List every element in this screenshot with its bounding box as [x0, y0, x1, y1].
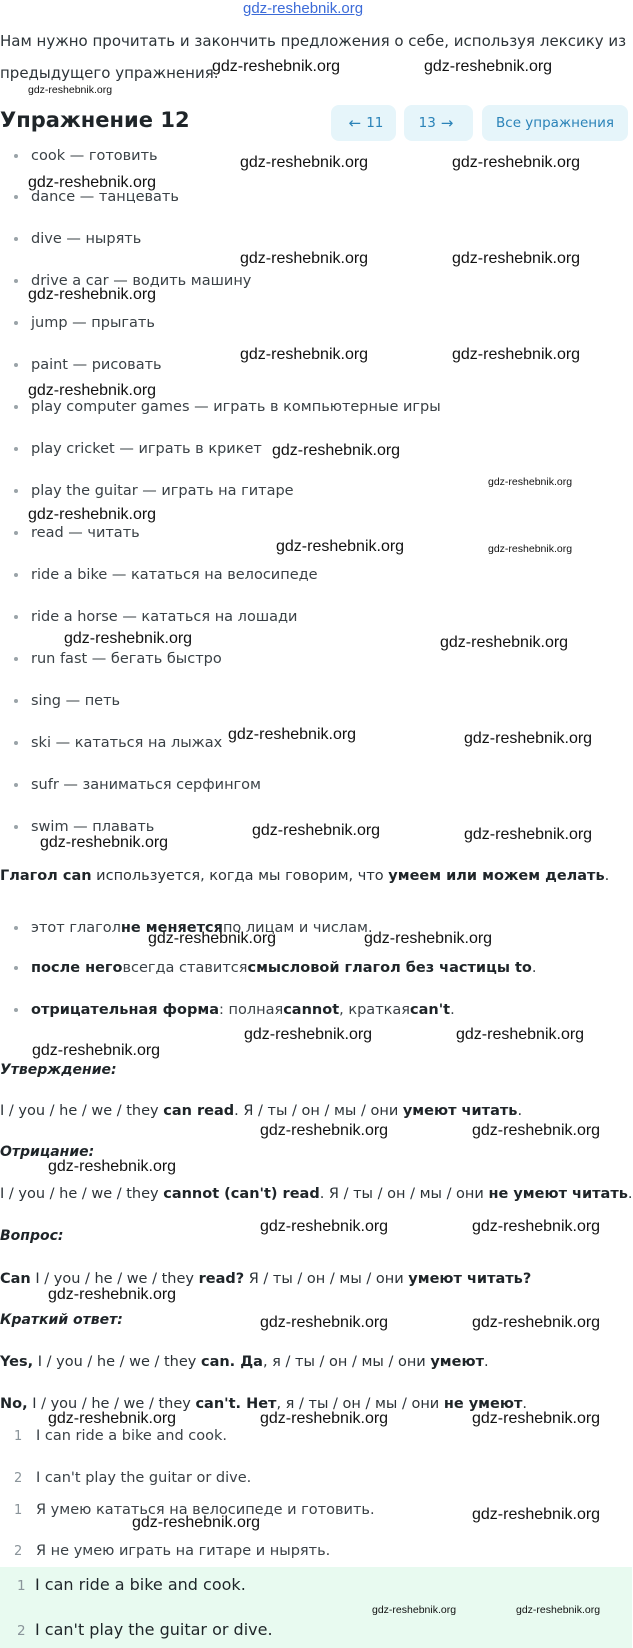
- prev-exercise-label: 11: [366, 115, 384, 131]
- list-item: [14, 231, 141, 247]
- watermark: gdz-reshebnik.org: [64, 630, 193, 647]
- watermark: gdz-reshebnik.org: [212, 58, 341, 75]
- vocab-text: paint — рисовать: [31, 357, 162, 373]
- watermark: gdz-reshebnik.org: [440, 634, 569, 651]
- watermark: gdz-reshebnik.org: [464, 730, 593, 747]
- list-item: [14, 735, 222, 751]
- watermark: gdz-reshebnik.org: [48, 1158, 177, 1175]
- grammar-bullet: отрицательная форма : полная cannot , краткая can't .: [14, 1002, 455, 1018]
- watermark: gdz-reshebnik.org: [228, 726, 357, 743]
- vocab-text: dance — танцевать: [31, 189, 179, 205]
- bullet-icon: [14, 447, 18, 451]
- watermark: gdz-reshebnik.org: [364, 930, 493, 947]
- bullet-icon: [14, 657, 18, 661]
- watermark: gdz-reshebnik.org: [452, 346, 581, 363]
- answer-line: 2 I can't play the guitar or dive.: [17, 1620, 273, 1639]
- bullet-icon: [14, 405, 18, 409]
- watermark: gdz-reshebnik.org: [516, 1604, 601, 1616]
- negative-label: Отрицание:: [0, 1144, 95, 1160]
- vocab-text: run fast — бегать быстро: [31, 651, 222, 667]
- next-exercise-label: 13: [418, 115, 436, 131]
- watermark: gdz-reshebnik.org: [472, 1314, 601, 1331]
- next-exercise-button[interactable]: [404, 105, 473, 141]
- watermark: gdz-reshebnik.org: [472, 1506, 601, 1523]
- watermark: gdz-reshebnik.org: [472, 1218, 601, 1235]
- list-item: [14, 693, 120, 709]
- vocab-text: sufr — заниматься серфингом: [31, 777, 261, 793]
- english-sentence: 2 I can't play the guitar or dive.: [14, 1470, 252, 1486]
- vocab-text: play cricket — играть в крикет: [31, 441, 262, 457]
- watermark: gdz-reshebnik.org: [244, 1026, 373, 1043]
- watermark: gdz-reshebnik.org: [240, 346, 369, 363]
- bullet-icon: [14, 926, 18, 930]
- watermark: gdz-reshebnik.org: [276, 538, 405, 555]
- short-answer-no: No, I / you / he / we / they can't. Нет, я / ты / он / мы / они не умеют.: [0, 1396, 527, 1412]
- watermark: gdz-reshebnik.org: [464, 826, 593, 843]
- russian-sentence: 1 Я умею кататься на велосипеде и готовить.: [14, 1502, 375, 1518]
- bullet-icon: [14, 966, 18, 970]
- watermark: gdz-reshebnik.org: [32, 1042, 161, 1059]
- vocab-text: swim — плавать: [31, 819, 155, 835]
- bullet-icon: [14, 531, 18, 535]
- watermark: gdz-reshebnik.org: [28, 382, 157, 399]
- all-exercises-button[interactable]: [482, 105, 628, 141]
- intro-line-1: Нам нужно прочитать и закончить предложения о себе, используя лексику из: [0, 32, 627, 50]
- list-item: [14, 609, 297, 625]
- watermark: gdz-reshebnik.org: [28, 174, 157, 191]
- vocab-text: play computer games — играть в компьютерные игры: [31, 399, 441, 415]
- watermark: gdz-reshebnik.org: [28, 84, 113, 96]
- list-item: [14, 651, 222, 667]
- watermark: gdz-reshebnik.org: [240, 154, 369, 171]
- answer-line: 1 I can ride a bike and cook.: [17, 1575, 246, 1594]
- watermark: gdz-reshebnik.org: [260, 1122, 389, 1139]
- bullet-icon: [14, 363, 18, 367]
- watermark: gdz-reshebnik.org: [48, 1410, 177, 1427]
- vocab-text: ski — кататься на лыжах: [31, 735, 223, 751]
- bullet-icon: [14, 573, 18, 577]
- vocab-text: drive a car — водить машину: [31, 273, 252, 289]
- watermark: gdz-reshebnik.org: [260, 1218, 389, 1235]
- question-example: Can I / you / he / we / they read? Я / ты / он / мы / они умеют читать?: [0, 1271, 532, 1287]
- watermark: gdz-reshebnik.org: [148, 930, 277, 947]
- all-exercises-label: Все упражнения: [496, 115, 614, 131]
- bullet-icon: [14, 237, 18, 241]
- list-item: [14, 567, 318, 583]
- list-item: [14, 525, 140, 541]
- arrow-right-icon: →: [440, 114, 454, 132]
- watermark: gdz-reshebnik.org: [472, 1122, 601, 1139]
- russian-sentence: 2 Я не умею играть на гитаре и нырять.: [14, 1543, 331, 1559]
- grammar-bullet: после него всегда ставится смысловой глагол без частицы to .: [14, 960, 536, 976]
- watermark: gdz-reshebnik.org: [252, 822, 381, 839]
- list-item: [14, 315, 155, 331]
- grammar-bullet: этот глагол не меняется по лицам и числам.: [14, 920, 373, 936]
- vocab-text: play the guitar — играть на гитаре: [31, 483, 294, 499]
- watermark: gdz-reshebnik.org: [260, 1314, 389, 1331]
- negative-example: I / you / he / we / they cannot (can't) read. Я / ты / он / мы / они не умеют читать.: [0, 1186, 633, 1202]
- watermark: gdz-reshebnik.org: [472, 1410, 601, 1427]
- watermark: gdz-reshebnik.org: [48, 1286, 177, 1303]
- vocab-text: jump — прыгать: [31, 315, 155, 331]
- watermark: gdz-reshebnik.org: [28, 506, 157, 523]
- watermark: gdz-reshebnik.org: [132, 1514, 261, 1531]
- list-item: [14, 777, 261, 793]
- watermark: gdz-reshebnik.org: [240, 250, 369, 267]
- list-item: [14, 483, 294, 499]
- affirmative-label: Утверждение:: [0, 1062, 117, 1078]
- bullet-icon: [14, 783, 18, 787]
- list-item: [14, 441, 262, 457]
- watermark: gdz-reshebnik.org: [424, 58, 553, 75]
- bullet-icon: [14, 321, 18, 325]
- watermark: gdz-reshebnik.org: [452, 250, 581, 267]
- vocab-text: ride a bike — кататься на велосипеде: [31, 567, 318, 583]
- watermark: gdz-reshebnik.org: [260, 1410, 389, 1427]
- list-item: [14, 399, 441, 415]
- vocab-text: dive — нырять: [31, 231, 142, 247]
- bullet-icon: [14, 279, 18, 283]
- vocab-text: sing — петь: [31, 693, 121, 709]
- bullet-icon: [14, 615, 18, 619]
- watermark: gdz-reshebnik.org: [488, 476, 573, 488]
- watermark: gdz-reshebnik.org: [452, 154, 581, 171]
- list-item: [14, 148, 158, 164]
- grammar-paragraph: Глагол can используется, когда мы говорим, что умеем или можем делать.: [0, 868, 610, 884]
- vocab-text: ride a horse — кататься на лошади: [31, 609, 298, 625]
- watermark: gdz-reshebnik.org: [456, 1026, 585, 1043]
- site-watermark-link[interactable]: gdz-reshebnik.org: [243, 0, 364, 17]
- bullet-icon: [14, 699, 18, 703]
- bullet-icon: [14, 825, 18, 829]
- watermark: gdz-reshebnik.org: [40, 834, 169, 851]
- english-sentence: 1 I can ride a bike and cook.: [14, 1428, 228, 1444]
- watermark: gdz-reshebnik.org: [372, 1604, 457, 1616]
- affirmative-example: I / you / he / we / they can read. Я / ты / он / мы / они умеют читать.: [0, 1103, 523, 1119]
- watermark: gdz-reshebnik.org: [28, 286, 157, 303]
- watermark: gdz-reshebnik.org: [272, 442, 401, 459]
- list-item: [14, 819, 154, 835]
- bullet-icon: [14, 489, 18, 493]
- bullet-icon: [14, 195, 18, 199]
- question-label: Вопрос:: [0, 1228, 64, 1244]
- page-title: Упражнение 12: [0, 108, 190, 132]
- bullet-icon: [14, 741, 18, 745]
- prev-exercise-button[interactable]: [331, 105, 396, 141]
- short-answer-yes: Yes, I / you / he / we / they can. Да, я / ты / он / мы / они умеют.: [0, 1354, 489, 1370]
- bullet-icon: [14, 1008, 18, 1012]
- list-item: [14, 357, 162, 373]
- short-answer-label: Краткий ответ:: [0, 1312, 123, 1328]
- vocab-text: cook — готовить: [31, 148, 158, 164]
- intro-line-2: предыдущего упражнения.: [0, 64, 219, 82]
- bullet-icon: [14, 154, 18, 158]
- vocab-text: read — читать: [31, 525, 140, 541]
- watermark: gdz-reshebnik.org: [488, 543, 573, 555]
- arrow-left-icon: ←: [348, 114, 362, 132]
